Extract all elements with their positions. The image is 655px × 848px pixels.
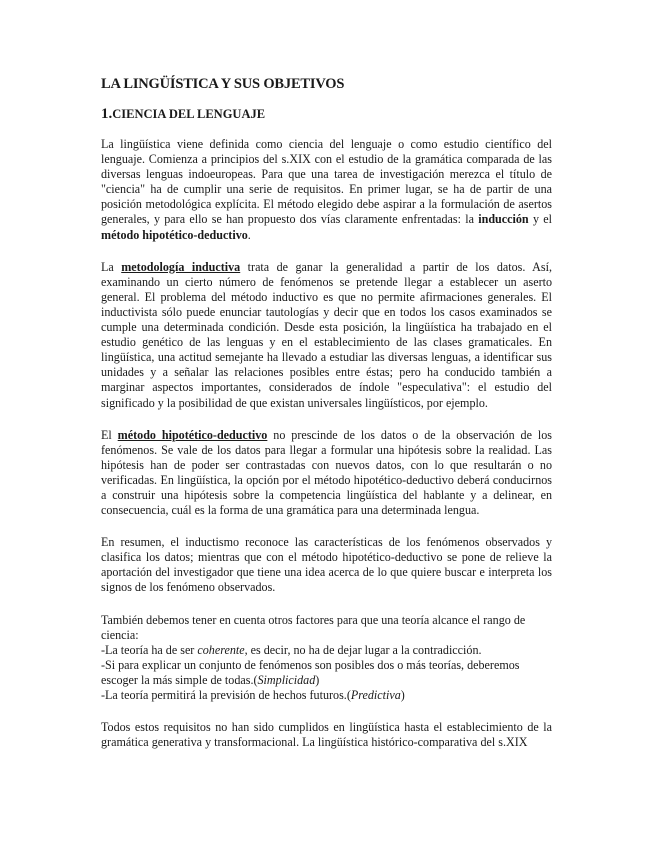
term-simplicidad: Simplicidad [257, 672, 316, 687]
term-predictiva: Predictiva [350, 688, 401, 702]
paragraph-text: El [101, 427, 118, 442]
paragraph-summary: En resumen, el inductismo reconoce las características de los fenómenos observados y clasifica los datos; mientras que con el método hipotético-deductivo se pone de relieve la aportación del investigador que tiene una idea acerca de lo que quiere buscar e interpreta los signos de los fenómeno observados. [101, 535, 552, 595]
requirement-item: ) [315, 672, 320, 687]
term-metodologia-inductiva: metodología inductiva [121, 259, 241, 274]
paragraph-requirements [101, 613, 552, 704]
paragraph-text: y el [528, 212, 552, 227]
document-title: LA LINGÜÍSTICA Y SUS OBJETIVOS [101, 76, 345, 92]
paragraph-text: trata de ganar la generalidad a partir de los datos. Así, examinando un cierto número de fenómenos se pretende llegar a establecer un aserto general. El problema del método inductivo es que no permite afirmaciones generales. El inductivista sólo puede enunciar tautologías y decir que en todos los casos examinados se cumple una determinada condición. Desde esta posición, la lingüística ha trabajado en el estudio genético de las lenguas y en el establecimiento de las clases gramaticales. En lingüística, una actitud semejante ha llevado a estudiar las diversas lenguas, a identificar sus unidades y a señalar las relaciones posibles entre éstas; pero ha conducido también a marginar aspectos importantes, considerados de índole "especulativa": el estudio del significado y la posibilidad de que existan universales lingüísticos, por ejemplo. [101, 259, 552, 410]
document-page [101, 76, 552, 750]
paragraph-text: no prescinde de los datos o de la observación de los fenómenos. Se vale de los datos para llegar a formular una hipótesis sobre la realidad. Las hipótesis han de poder ser contrastadas con nuevos datos, con lo que resultarán o no verificadas. En lingüística, la opción por el método hipotético-deductivo deberá conducirnos a construir una hipótesis sobre la competencia lingüística del hablante y a delinear, en consecuencia, cuál es la forma de una gramática para una determinada lengua. [101, 427, 552, 518]
term-coherente: coherente [197, 642, 245, 657]
requirement-item: -Si para explicar un conjunto de fenómenos son posibles dos o más teorías, deberemos escoger la más simple de todas.( [101, 657, 520, 687]
paragraph-text: . [247, 227, 251, 242]
requirements-intro: También debemos tener en cuenta otros factores para que una teoría alcance el rango de ciencia: [101, 612, 526, 642]
paragraph-deductive [101, 428, 552, 519]
paragraph-definition [101, 137, 552, 243]
requirement-item: , es decir, no ha de dejar lugar a la contradicción. [244, 642, 482, 657]
term-metodo-hipotetico: método hipotético-deductivo [101, 227, 248, 242]
term-induccion: inducción [478, 212, 529, 227]
paragraph-text: La [101, 259, 122, 274]
requirement-item: -La teoría ha de ser [101, 642, 198, 657]
section-number: 1. [101, 106, 113, 122]
paragraph-text: La lingüística viene definida como ciencia del lenguaje o como estudio científico del lenguaje. Comienza a principios del s.XIX con el estudio de la gramática comparada de las diversas lenguas indoeuropeas. Para que una tarea de investigación merezca el título de "ciencia" ha de cumplir una serie de requisitos. En primer lugar, se ha de partir de una posición metodológica explícita. El método elegido debe aspirar a la formulación de asertos generales, y para ello se han propuesto dos vías claramente enfrentadas: la [101, 137, 552, 227]
section-title: CIENCIA DEL LENGUAJE [112, 107, 266, 121]
paragraph-closing: Todos estos requisitos no han sido cumplidos en lingüística hasta el establecimiento de la gramática generativa y transformacional. La lingüística histórico-comparativa del s.XIX [101, 720, 552, 750]
term-metodo-hipotetico-deductivo: método hipotético-deductivo [117, 427, 268, 442]
section-heading [101, 105, 552, 123]
requirement-item: -La teoría permitirá la previsión de hechos futuros.( [101, 688, 351, 702]
requirement-item: ) [400, 688, 405, 702]
paragraph-inductive [101, 260, 552, 411]
